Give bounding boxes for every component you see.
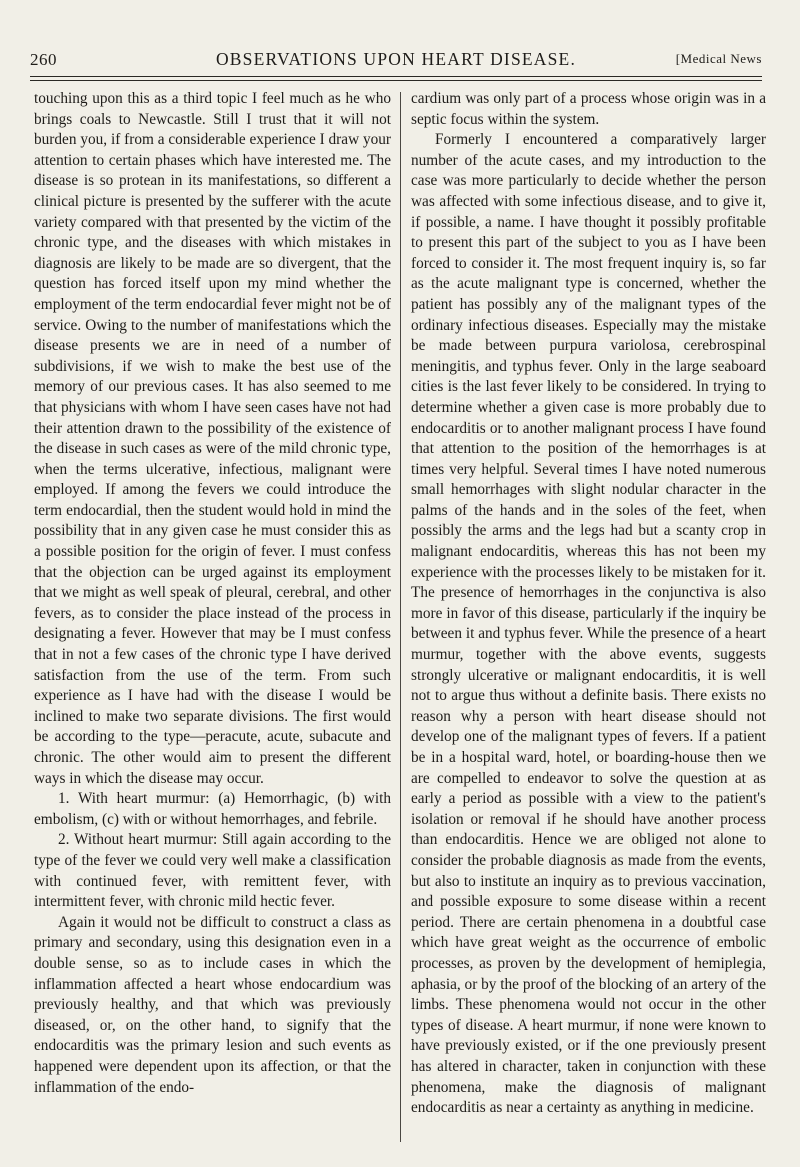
- column-divider: [400, 92, 401, 1142]
- left-column: [34, 89, 391, 1098]
- paragraph: Again it would not be difficult to construct a class as primary and secondary, using this designation even in a double sense, so as to include cases in which the inflammation affected a heart whose endocardium was previously healthy, and that which was previously diseased, or, on the other hand, to signify that the endocarditis was the primary lesion and such events as happened were dependent upon its affection, or that the inflammation of the endo-: [34, 913, 391, 1096]
- running-title: OBSERVATIONS UPON HEART DISEASE.: [215, 49, 577, 69]
- paragraph: 2. Without heart murmur: Still again according to the type of the fever we could very well make a classification with continued fever, with remittent fever, with intermittent fever, with chronic mild hectic fever.: [34, 831, 391, 911]
- paragraph: cardium was only part of a process whose origin was in a septic focus within the system.: [411, 90, 766, 128]
- page-header: [30, 46, 762, 76]
- paragraph: touching upon this as a third topic I feel much as he who brings coals to Newcastle. Still I trust that it will not burden you, if from a considerable experience I draw your attention to certain phases which have interested me. The disease is so protean in its manifestations, so different a clinical picture is presented by the sufferer with the acute variety compared with that presented by the victim of the chronic type, and the diseases with which mistakes in diagnosis are likely to be made are so divergent, that the question has forced itself upon my mind whether the employment of the term endocardial fever might not be of service. Owing to the number of manifestations which the disease presents we are in need of a number of subdivisions, if we wish to make the best use of the memory of our previous cases. It has also seemed to me that physicians with whom I have seen cases have not had their attention drawn to the possibility of the existence of the disease in such cases as were of the mild chronic type, when the terms ulcerative, infectious, malignant were employed. If among the fevers we could introduce the term endocardial, then the student would hold in mind the possibility that in any given case he must consider this as a possible position for the origin of fever. I must confess that the objection can be urged against its employment that we might as well speak of pleural, cerebral, and other fevers, as to consider the place instead of the process in designating a fever. However that may be I must confess that in not a few cases of the chronic type I have derived satisfaction from the use of the term. From such experience as I have had with the disease I would be inclined to make two separate divisions. The first would be according to the type—peracute, acute, subacute and chronic. The other would aim to present the different ways in which the disease may occur.: [34, 90, 391, 787]
- journal-name: [Medical News: [675, 51, 762, 66]
- paragraph: 1. With heart murmur: (a) Hemorrhagic, (b) with embolism, (c) with or without hemorrhages, and febrile.: [34, 790, 391, 828]
- right-column: [411, 89, 766, 1119]
- header-rule-thin: [30, 80, 762, 81]
- header-rule-thick: [30, 76, 762, 77]
- page-number: 260: [30, 50, 57, 69]
- paragraph: Formerly I encountered a comparatively larger number of the acute cases, and my introduction to the case was more particularly to decide whether the person was affected with some infectious disease, and to give it, if possible, a name. I have thought it possibly profitable to present this part of the subject to you as I have been forced to consider it. The most frequent inquiry is, so far as the acute malignant type is concerned, whether the patient has possibly any of the malignant types of the ordinary infectious diseases. Especially may the mistake be made between purpura variolosa, cerebrospinal meningitis, and typhus fever. Only in the large seaboard cities is the last fever likely to be considered. In trying to determine whether a given case is more probably due to endocarditis or to another malignant process I have found that attention to the position of the hemorrhages is at times very helpful. Several times I have noted numerous small hemorrhages with slight nodular character in the palms of the hands and in the soles of the feet, when possibly the arms and the legs had but a scanty crop in malignant endocarditis, whereas this has not been my experience with the processes likely to be mistaken for it. The presence of hemorrhages in the conjunctiva is also more in favor of this disease, particularly if the inquiry be between it and typhus fever. While the presence of a heart murmur, together with the above events, suggests strongly ulcerative or malignant endocarditis, it is well not to argue thus without a definite basis. There exists no reason why a person with heart disease should not develop one of the malignant types of fevers. If a patient be in a hospital ward, hotel, or boarding-house then we are compelled to endeavor to solve the question at as early a period as possible with a view to the patient's isolation or removal if he should have another process than endocarditis. Hence we are obliged not alone to consider the probable diagnosis as made from the events, but also to institute an inquiry as to previous vaccination, and possible exposure to some disease within a recent period. There are certain phenomena in a doubtful case which have great weight as the occurrence of embolic processes, as proven by the development of hemiplegia, aphasia, or by the proof of the blocking of an artery of the limbs. These phenomena would not occur in the other types of disease. A heart murmur, if none were known to have previously existed, or if the one previously present has altered in character, taken in conjunction with these phenomena, make the diagnosis of malignant endocarditis as near a certainty as anything in medicine.: [411, 131, 766, 1117]
